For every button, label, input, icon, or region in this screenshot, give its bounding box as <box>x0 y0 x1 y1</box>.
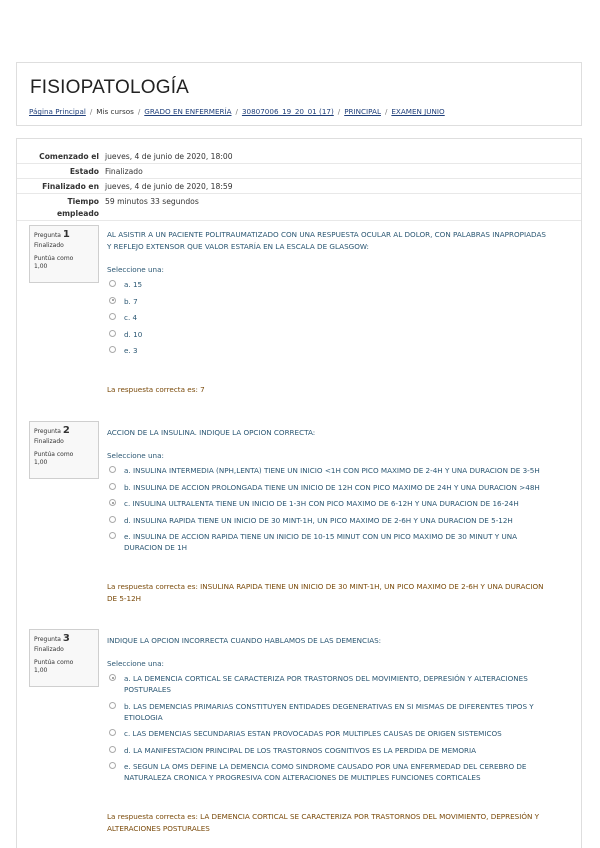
radio-button-selected[interactable] <box>109 297 116 304</box>
radio-button[interactable] <box>109 729 116 736</box>
started-value: jueves, 4 de junio de 2020, 18:00 <box>105 152 233 161</box>
question-text: INDIQUE LA OPCION INCORRECTA CUANDO HABLAMOS DE LAS DEMENCIAS: <box>107 636 382 645</box>
time-label-line2: empleado <box>56 209 99 218</box>
answer-option[interactable] <box>107 279 552 290</box>
option-text: c. INSULINA ULTRALENTA TIENE UN INICIO DE 1-3H CON PICO MAXIMO DE 6-12H Y UNA DURACION DE 16-24H <box>124 499 519 508</box>
radio-button[interactable] <box>109 532 116 539</box>
option-text: d. 10 <box>124 329 143 339</box>
question-grade-label: Puntúa como <box>34 255 74 262</box>
correct-answer-feedback: La respuesta correcta es: LA DEMENCIA CORTICAL SE CARACTERIZA POR TRASTORNOS DEL MOVIMIENTO, DEPRESIÓN Y ALTERACIONES POSTURALES <box>107 812 540 833</box>
option-text: b. INSULINA DE ACCION PROLONGADA TIENE UN INICIO DE 12H CON PICO MAXIMO DE 24H Y UNA DURACION >48H <box>124 482 540 492</box>
question-number-value: 2 <box>62 425 70 436</box>
correct-answer-feedback: La respuesta correcta es: INSULINA RAPIDA TIENE UN INICIO DE 30 MINT-1H, UN PICO MAXIMO DE 2-6H Y UNA DURACION DE 5-12H <box>107 582 544 603</box>
question-grade <box>34 451 94 467</box>
time-label <box>17 196 105 220</box>
question-grade <box>34 255 94 271</box>
question-text: ACCION DE LA INSULINA. INDIQUE LA OPCION CORRECTA: <box>107 428 316 437</box>
breadcrumb-principal[interactable]: PRINCIPAL <box>344 107 381 116</box>
question-grade-value: 1,00 <box>34 667 48 674</box>
radio-button[interactable] <box>109 702 116 709</box>
radio-button[interactable] <box>109 516 116 523</box>
breadcrumb-separator: / <box>384 107 388 116</box>
select-one-prompt: Seleccione una: <box>107 265 164 274</box>
option-text: c. 4 <box>124 313 138 322</box>
radio-button[interactable] <box>109 330 116 337</box>
radio-button[interactable] <box>109 746 116 753</box>
time-value: 59 minutos 33 segundos <box>105 197 199 206</box>
option-text: a. LA DEMENCIA CORTICAL SE CARACTERIZA POR TRASTORNOS DEL MOVIMIENTO, DEPRESIÓN Y ALTERACIONES POSTURALES <box>124 674 528 694</box>
question-prefix: Pregunta <box>34 428 61 435</box>
radio-button[interactable] <box>109 313 116 320</box>
answer-option[interactable] <box>107 482 552 493</box>
question-grade-value: 1,00 <box>34 263 48 270</box>
answer-options <box>107 465 552 553</box>
answer-option[interactable] <box>107 673 552 695</box>
question-prefix: Pregunta <box>34 636 61 643</box>
breadcrumb-separator: / <box>137 107 141 116</box>
answer-option[interactable] <box>107 745 552 756</box>
radio-button[interactable] <box>109 483 116 490</box>
radio-button-selected[interactable] <box>109 499 116 506</box>
answer-option[interactable] <box>107 701 552 723</box>
summary-row-started <box>17 149 581 164</box>
radio-button[interactable] <box>109 280 116 287</box>
question-1-content <box>107 229 552 362</box>
answer-options <box>107 279 552 356</box>
option-text: b. 7 <box>124 296 138 306</box>
question-prefix: Pregunta <box>34 232 61 239</box>
breadcrumb-degree[interactable]: GRADO EN ENFERMERÍA <box>144 107 232 116</box>
option-text: e. 3 <box>124 346 138 355</box>
radio-button[interactable] <box>109 762 116 769</box>
breadcrumb-my-courses: Mis cursos <box>96 107 134 116</box>
option-text: c. LAS DEMENCIAS SECUNDARIAS ESTAN PROVOCADAS POR MULTIPLES CAUSAS DE ORIGEN SISTEMICOS <box>124 729 502 738</box>
question-number <box>34 633 94 644</box>
radio-button-selected[interactable] <box>109 674 116 681</box>
time-label-line1: Tiempo <box>67 197 99 206</box>
state-value: Finalizado <box>105 167 143 176</box>
answer-option[interactable] <box>107 312 552 323</box>
answer-option[interactable] <box>107 498 552 509</box>
question-3-info <box>29 629 99 687</box>
question-grade-label: Puntúa como <box>34 451 74 458</box>
question-3-content <box>107 635 552 789</box>
option-text: b. LAS DEMENCIAS PRIMARIAS CONSTITUYEN ENTIDADES DEGENERATIVAS EN SI MISMAS DE DIFERENTES TIPOS Y ETIOLOGIA <box>124 701 534 722</box>
page-title: FISIOPATOLOGÍA <box>30 77 190 98</box>
question-state: Finalizado <box>34 646 64 653</box>
question-2-info <box>29 421 99 479</box>
breadcrumb-home[interactable]: Página Principal <box>29 107 86 116</box>
quiz-review <box>16 138 582 848</box>
option-text: e. INSULINA DE ACCION RAPIDA TIENE UN INICIO DE 10-15 MINUT CON UN PICO MAXIMO DE 30 MINUT Y UNA DURACION DE 1H <box>124 532 517 552</box>
correct-answer-feedback: La respuesta correcta es: 7 <box>107 385 205 394</box>
breadcrumb-course[interactable]: 30807006_19_20_01 (17) <box>241 107 334 116</box>
answer-option[interactable] <box>107 728 552 739</box>
breadcrumb-separator: / <box>337 107 341 116</box>
breadcrumb-exam[interactable]: EXAMEN JUNIO <box>391 107 445 116</box>
question-grade <box>34 659 94 675</box>
select-one-prompt: Seleccione una: <box>107 451 164 460</box>
attempt-summary <box>17 149 581 221</box>
finished-value: jueves, 4 de junio de 2020, 18:59 <box>105 182 233 191</box>
started-label: Comenzado el <box>39 152 99 161</box>
summary-row-finished <box>17 179 581 194</box>
answer-option[interactable] <box>107 329 552 340</box>
answer-options <box>107 673 552 783</box>
option-text: d. INSULINA RAPIDA TIENE UN INICIO DE 30 MINT-1H, UN PICO MAXIMO DE 2-6H Y UNA DURACION DE 5-12H <box>124 515 513 525</box>
question-state: Finalizado <box>34 242 64 249</box>
question-number-value: 3 <box>62 633 70 644</box>
answer-option[interactable] <box>107 761 552 783</box>
question-state: Finalizado <box>34 438 64 445</box>
answer-option[interactable] <box>107 465 552 476</box>
radio-button[interactable] <box>109 466 116 473</box>
answer-option[interactable] <box>107 345 552 356</box>
question-text: AL ASISTIR A UN PACIENTE POLITRAUMATIZADO CON UNA RESPUESTA OCULAR AL DOLOR, CON PALABRAS INAPROPIADAS Y REFLEJO EXTENSOR QUE VALOR ESTARÍA EN LA ESCALA DE GLASGOW: <box>107 230 546 251</box>
summary-row-time <box>17 194 581 221</box>
question-grade-value: 1,00 <box>34 459 48 466</box>
breadcrumb <box>29 107 445 116</box>
summary-row-state <box>17 164 581 179</box>
breadcrumb-separator: / <box>89 107 93 116</box>
question-number <box>34 229 94 240</box>
answer-option[interactable] <box>107 296 552 307</box>
question-number-value: 1 <box>62 229 70 240</box>
answer-option[interactable] <box>107 515 552 526</box>
select-one-prompt: Seleccione una: <box>107 659 164 668</box>
answer-option[interactable] <box>107 531 552 553</box>
page-header <box>16 62 582 126</box>
option-text: e. SEGUN LA OMS DEFINE LA DEMENCIA COMO SINDROME CAUSADO POR UNA ENFERMEDAD DEL CEREBRO DE NATURALEZA CRONICA Y PROGRESIVA CON ALTERACIONES DE MULTIPLES FUNCIONES CORTICALES <box>124 762 527 782</box>
finished-label: Finalizado en <box>42 182 99 191</box>
question-grade-label: Puntúa como <box>34 659 74 666</box>
state-label: Estado <box>69 167 99 176</box>
question-2-content <box>107 427 552 559</box>
breadcrumb-separator: / <box>235 107 238 116</box>
radio-button[interactable] <box>109 346 116 353</box>
question-1-info <box>29 225 99 283</box>
option-text: a. INSULINA INTERMEDIA (NPH,LENTA) TIENE UN INICIO <1H CON PICO MAXIMO DE 2-4H Y UNA DURACION DE 3-5H <box>124 466 540 475</box>
option-text: a. 15 <box>124 280 143 289</box>
option-text: d. LA MANIFESTACION PRINCIPAL DE LOS TRASTORNOS COGNITIVOS ES LA PERDIDA DE MEMORIA <box>124 745 477 755</box>
question-number <box>34 425 94 436</box>
